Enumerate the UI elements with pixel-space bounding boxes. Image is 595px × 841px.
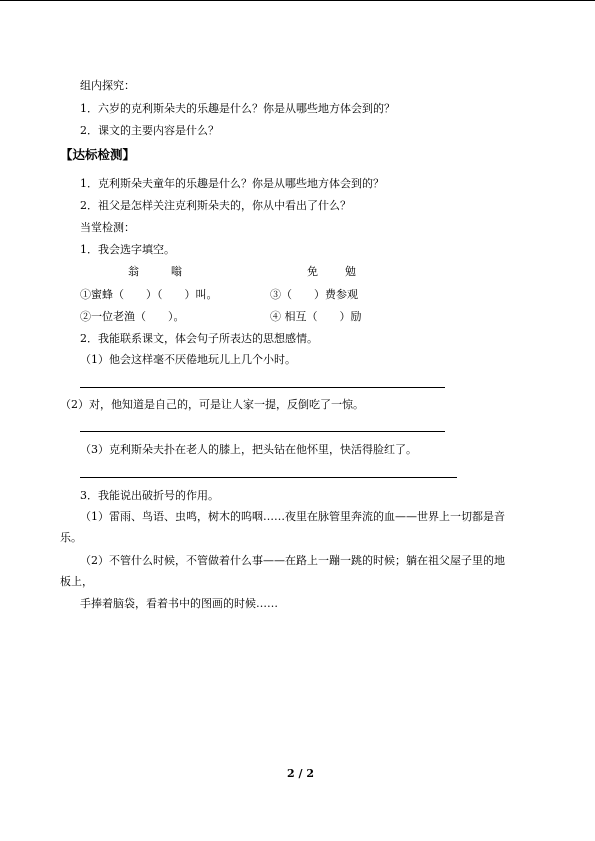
- fill-blank-3: ③（ ）费参观: [270, 288, 358, 301]
- exercise-2-title: 2．我能联系课文，体会句子所表达的思想感情。: [80, 332, 318, 345]
- inquiry-question-2: 2．课文的主要内容是什么？: [80, 124, 219, 137]
- fill-blank-1: ①蜜蜂（ ）（ ）叫。: [80, 288, 218, 301]
- check-question-2: 2．祖父是怎样关注克利斯朵夫的，你从中看出了什么？: [80, 199, 351, 212]
- exercise-1-title: 1．我会选字填空。: [80, 243, 175, 256]
- choice-char: 勉: [345, 265, 356, 278]
- exercise-3-title: 3．我能说出破折号的作用。: [80, 489, 219, 502]
- group-inquiry-title: 组内探究：: [80, 79, 135, 92]
- sentence-1: （1）他会这样毫不厌倦地玩儿上几个小时。: [80, 353, 296, 366]
- answer-line: [80, 477, 457, 478]
- choice-char: 免: [307, 265, 318, 278]
- fill-blank-4: ④ 相互（ ）励: [270, 310, 362, 323]
- dash-sentence-1: （1）雷雨、鸟语、虫鸣，树木的呜咽……夜里在脉管里奔流的血——世界上一切都是音: [80, 510, 505, 523]
- choice-char: 嗡: [171, 265, 182, 278]
- classroom-test-title: 当堂检测：: [80, 221, 135, 234]
- inquiry-question-1: 1．六岁的克利斯朵夫的乐趣是什么？你是从哪些地方体会到的？: [80, 102, 395, 115]
- check-question-1: 1．克利斯朵夫童年的乐趣是什么？你是从哪些地方体会到的？: [80, 177, 384, 190]
- dash-sentence-2: （2）不管什么时候，不管做着什么事——在路上一蹦一跳的时候；躺在祖父屋子里的地: [80, 554, 505, 567]
- section-heading: 【达标检测】: [60, 147, 136, 162]
- dash-sentence-1-cont: 乐。: [60, 531, 82, 544]
- choice-char: 翁: [128, 265, 139, 278]
- answer-line: [80, 387, 445, 388]
- sentence-2: （2）对，他知道是自己的，可是让人家一提，反倒吃了一惊。: [60, 398, 364, 411]
- fill-blank-2: ②一位老渔（ ）。: [80, 310, 185, 323]
- dash-sentence-2-end: 手捧着脑袋，看着书中的图画的时候……: [80, 597, 278, 610]
- dash-sentence-2-cont: 板上，: [60, 575, 93, 588]
- answer-line: [80, 431, 445, 432]
- sentence-3: （3）克利斯朵夫扑在老人的膝上，把头钻在他怀里，快活得脸红了。: [80, 443, 417, 456]
- page-number: 2 / 2: [287, 767, 314, 780]
- top-border-line: [0, 0, 595, 1]
